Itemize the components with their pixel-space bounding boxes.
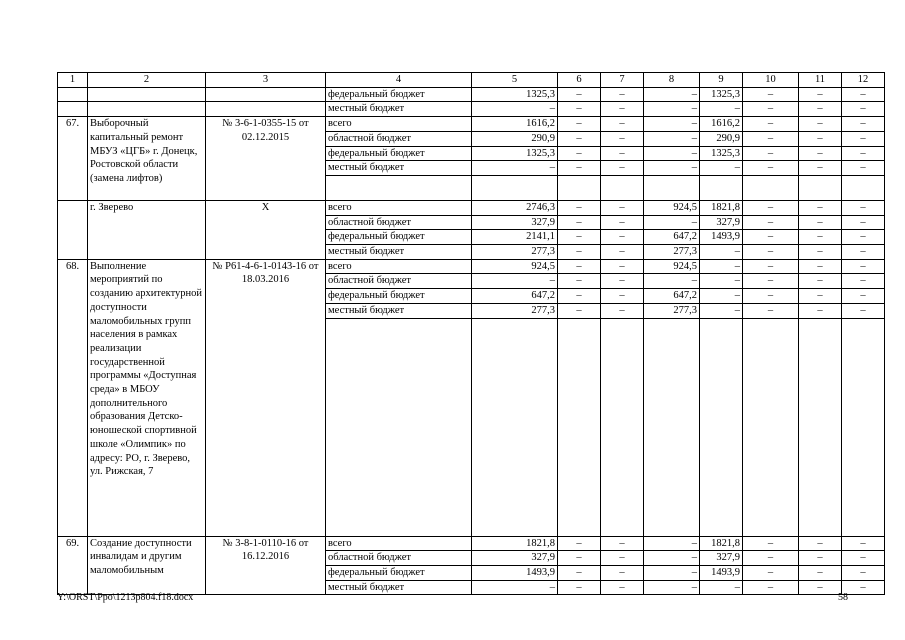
value-cell: – [799, 215, 842, 230]
value-cell: 277,3 [472, 303, 558, 318]
value-cell: – [644, 580, 700, 595]
value-cell: – [842, 230, 885, 245]
value-cell: – [842, 131, 885, 146]
value-cell: – [644, 551, 700, 566]
value-cell: 1616,2 [472, 117, 558, 132]
value-cell: 1325,3 [700, 87, 743, 102]
funding-source: всего [326, 536, 472, 551]
value-cell: – [558, 87, 601, 102]
column-header: 2 [88, 73, 206, 88]
funding-source: федеральный бюджет [326, 230, 472, 245]
value-cell: – [644, 536, 700, 551]
value-cell: – [799, 580, 842, 595]
value-cell: – [842, 146, 885, 161]
value-cell: – [842, 161, 885, 176]
funding-source: местный бюджет [326, 303, 472, 318]
table-row [58, 102, 885, 117]
value-cell: – [700, 303, 743, 318]
column-header: 6 [558, 73, 601, 88]
value-cell: – [842, 580, 885, 595]
value-cell: 1325,3 [472, 87, 558, 102]
table-row [58, 87, 885, 102]
value-cell: – [558, 274, 601, 289]
funding-source: местный бюджет [326, 102, 472, 117]
item-number: 69. [58, 536, 88, 595]
value-cell: – [601, 536, 644, 551]
item-number: 67. [58, 117, 88, 201]
funding-source: всего [326, 200, 472, 215]
funding-source: местный бюджет [326, 580, 472, 595]
value-cell: – [472, 580, 558, 595]
object-name: г. Зверево [88, 200, 206, 259]
value-cell: 277,3 [472, 245, 558, 260]
value-cell: – [472, 161, 558, 176]
value-cell: – [743, 102, 799, 117]
value-cell: – [842, 289, 885, 304]
value-cell: – [601, 146, 644, 161]
item-number [58, 200, 88, 259]
column-header: 8 [644, 73, 700, 88]
value-cell: – [743, 245, 799, 260]
budget-table [57, 72, 885, 595]
value-cell: – [799, 536, 842, 551]
value-cell: – [601, 87, 644, 102]
funding-source: всего [326, 117, 472, 132]
value-cell: – [842, 551, 885, 566]
funding-source: всего [326, 259, 472, 274]
table-row [58, 117, 885, 132]
value-cell: – [743, 274, 799, 289]
value-cell: – [558, 303, 601, 318]
value-cell: – [558, 230, 601, 245]
value-cell: – [700, 580, 743, 595]
value-cell: – [644, 215, 700, 230]
value-cell: – [558, 117, 601, 132]
footer-page-number: 58 [838, 592, 848, 603]
value-cell: – [558, 551, 601, 566]
value-cell: – [644, 565, 700, 580]
value-cell: 1616,2 [700, 117, 743, 132]
column-header: 9 [700, 73, 743, 88]
table-row [58, 200, 885, 215]
value-cell: – [743, 259, 799, 274]
value-cell: – [799, 565, 842, 580]
value-cell: 2746,3 [472, 200, 558, 215]
value-cell: 924,5 [644, 200, 700, 215]
funding-source: местный бюджет [326, 161, 472, 176]
value-cell: – [842, 259, 885, 274]
document-number: № Р61-4-6-1-0143-16 от 18.03.2016 [206, 259, 326, 536]
value-cell: 277,3 [644, 303, 700, 318]
value-cell: 290,9 [700, 131, 743, 146]
value-cell: 277,3 [644, 245, 700, 260]
value-cell: – [743, 87, 799, 102]
value-cell: – [601, 161, 644, 176]
value-cell: – [799, 551, 842, 566]
value-cell: – [743, 146, 799, 161]
document-number: Х [206, 200, 326, 259]
table-row [58, 259, 885, 274]
value-cell: 647,2 [472, 289, 558, 304]
value-cell: – [743, 215, 799, 230]
object-name: Выполнение мероприятий по созданию архитектурной доступности маломобильных групп населения в рамках реализации государственной программы «Доступная среда» в МБОУ дополнительного образования Детско-юношеской спортивной школе «Олимпик» по адресу: РО, г. Зверево, ул. Рижская, 7 [88, 259, 206, 536]
value-cell: – [842, 536, 885, 551]
value-cell: – [601, 245, 644, 260]
value-cell: – [799, 161, 842, 176]
value-cell: – [601, 200, 644, 215]
value-cell: – [743, 131, 799, 146]
value-cell: – [700, 274, 743, 289]
value-cell: – [558, 146, 601, 161]
funding-source: областной бюджет [326, 215, 472, 230]
document-number: № 3-6-1-0355-15 от 02.12.2015 [206, 117, 326, 201]
value-cell: – [842, 565, 885, 580]
value-cell: – [799, 200, 842, 215]
value-cell: – [743, 289, 799, 304]
item-number: 68. [58, 259, 88, 536]
column-header: 4 [326, 73, 472, 88]
value-cell: – [601, 117, 644, 132]
value-cell: – [601, 274, 644, 289]
funding-source: местный бюджет [326, 245, 472, 260]
value-cell: 1821,8 [700, 200, 743, 215]
value-cell: – [558, 200, 601, 215]
value-cell: – [799, 274, 842, 289]
value-cell: – [601, 580, 644, 595]
column-header: 3 [206, 73, 326, 88]
value-cell: – [601, 215, 644, 230]
value-cell: – [644, 87, 700, 102]
value-cell: – [799, 87, 842, 102]
column-header: 12 [842, 73, 885, 88]
value-cell: – [842, 215, 885, 230]
value-cell: – [472, 102, 558, 117]
value-cell: – [558, 259, 601, 274]
value-cell: – [842, 245, 885, 260]
value-cell: 1493,9 [700, 565, 743, 580]
value-cell: – [842, 303, 885, 318]
header-row [58, 73, 885, 88]
object-name: Создание доступности инвалидам и другим маломобильным [88, 536, 206, 595]
value-cell: – [700, 102, 743, 117]
value-cell: – [743, 565, 799, 580]
value-cell: 1325,3 [472, 146, 558, 161]
value-cell: – [842, 117, 885, 132]
value-cell: – [558, 102, 601, 117]
funding-source: федеральный бюджет [326, 565, 472, 580]
funding-source: федеральный бюджет [326, 289, 472, 304]
value-cell: 327,9 [700, 215, 743, 230]
value-cell: – [472, 274, 558, 289]
funding-source: областной бюджет [326, 274, 472, 289]
column-header: 1 [58, 73, 88, 88]
funding-source: федеральный бюджет [326, 146, 472, 161]
value-cell: – [601, 259, 644, 274]
value-cell: – [644, 274, 700, 289]
value-cell: – [601, 102, 644, 117]
value-cell: – [558, 161, 601, 176]
value-cell: – [743, 200, 799, 215]
value-cell: – [558, 565, 601, 580]
value-cell: 924,5 [644, 259, 700, 274]
object-name: Выборочный капитальный ремонт МБУЗ «ЦГБ» г. Донецк, Ростовской области (замена лифтов) [88, 117, 206, 201]
value-cell: – [558, 131, 601, 146]
value-cell: 290,9 [472, 131, 558, 146]
value-cell: – [644, 117, 700, 132]
value-cell: – [743, 580, 799, 595]
column-header: 5 [472, 73, 558, 88]
value-cell: – [799, 259, 842, 274]
value-cell: – [799, 117, 842, 132]
column-header: 7 [601, 73, 644, 88]
value-cell: 327,9 [472, 551, 558, 566]
value-cell: – [558, 580, 601, 595]
value-cell: – [799, 131, 842, 146]
footer-file-path: Y:\ORST\Ppo\1213p804.f18.docx [57, 592, 194, 603]
value-cell: 2141,1 [472, 230, 558, 245]
value-cell: 327,9 [472, 215, 558, 230]
value-cell: – [601, 565, 644, 580]
value-cell: – [743, 117, 799, 132]
value-cell: – [799, 146, 842, 161]
value-cell: 647,2 [644, 230, 700, 245]
value-cell: – [601, 551, 644, 566]
funding-source: федеральный бюджет [326, 87, 472, 102]
value-cell: – [842, 87, 885, 102]
value-cell: – [799, 289, 842, 304]
value-cell: – [700, 161, 743, 176]
value-cell: – [700, 259, 743, 274]
value-cell: – [743, 303, 799, 318]
value-cell: – [644, 161, 700, 176]
value-cell: 1821,8 [472, 536, 558, 551]
value-cell: – [799, 303, 842, 318]
value-cell: – [558, 245, 601, 260]
value-cell: – [558, 289, 601, 304]
funding-source: областной бюджет [326, 551, 472, 566]
value-cell: – [799, 245, 842, 260]
value-cell: 327,9 [700, 551, 743, 566]
value-cell: – [644, 131, 700, 146]
value-cell: – [842, 200, 885, 215]
value-cell: 647,2 [644, 289, 700, 304]
value-cell: – [743, 536, 799, 551]
value-cell: – [700, 245, 743, 260]
value-cell: – [743, 551, 799, 566]
value-cell: – [842, 274, 885, 289]
value-cell: 1493,9 [700, 230, 743, 245]
value-cell: – [799, 230, 842, 245]
value-cell: 1325,3 [700, 146, 743, 161]
document-number: № 3-8-1-0110-16 от 16.12.2016 [206, 536, 326, 595]
column-header: 10 [743, 73, 799, 88]
value-cell: – [644, 102, 700, 117]
value-cell: – [558, 215, 601, 230]
value-cell: – [743, 230, 799, 245]
value-cell: – [743, 161, 799, 176]
value-cell: 924,5 [472, 259, 558, 274]
value-cell: – [842, 102, 885, 117]
value-cell: – [601, 230, 644, 245]
funding-source: областной бюджет [326, 131, 472, 146]
value-cell: – [601, 289, 644, 304]
value-cell: – [601, 131, 644, 146]
value-cell: 1493,9 [472, 565, 558, 580]
value-cell: – [644, 146, 700, 161]
value-cell: 1821,8 [700, 536, 743, 551]
value-cell: – [558, 536, 601, 551]
table-row [58, 536, 885, 551]
value-cell: – [799, 102, 842, 117]
value-cell: – [700, 289, 743, 304]
column-header: 11 [799, 73, 842, 88]
value-cell: – [601, 303, 644, 318]
